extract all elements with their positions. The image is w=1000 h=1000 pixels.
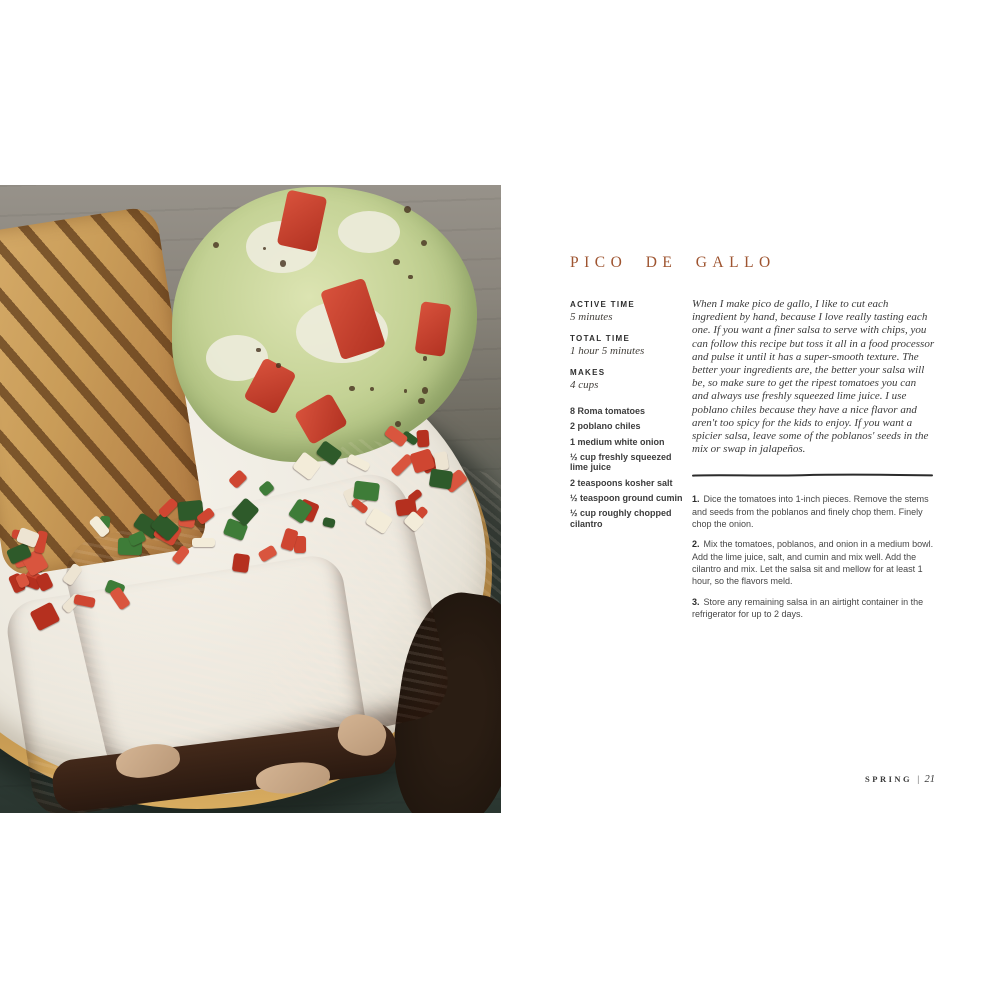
ingredient-item: ½ cup freshly squeezed lime juice: [570, 451, 672, 473]
ingredient-item: 8 Roma tomatoes: [570, 406, 646, 416]
salad-speck: [280, 260, 287, 267]
ingredient-item: 2 teaspoons kosher salt: [570, 477, 673, 488]
salad-speck: [423, 356, 428, 361]
step-1: [692, 493, 935, 530]
step-text: Store any remaining salsa in an airtight container in the refrigerator for up to 2 days.: [692, 596, 924, 619]
salad-speck: [276, 363, 280, 367]
meta-value: 5 minutes: [570, 311, 613, 323]
recipe-meta-sidebar: [570, 300, 690, 402]
recipe-photo: [0, 185, 501, 813]
salad-speck: [395, 421, 401, 427]
footer-page-number: 21: [924, 774, 935, 785]
salsa-chunk: [192, 538, 215, 547]
footer-season: SPRING: [865, 774, 913, 784]
ingredient-item: ½ cup roughly chopped cilantro: [570, 508, 672, 529]
step-number: 3.: [692, 596, 700, 607]
ingredient-item: ½ teaspoon ground cumin: [570, 492, 683, 503]
recipe-body: [692, 298, 935, 628]
salad-dressing-blob: [338, 211, 400, 253]
salsa-chunk: [429, 468, 454, 489]
meta-makes: [570, 368, 690, 391]
ingredient-list: [570, 406, 688, 534]
salad-speck: [422, 387, 428, 393]
footer-separator: |: [917, 774, 920, 784]
ingredient-item: 2 poblano chiles: [570, 421, 641, 432]
page-footer: [692, 769, 935, 787]
meta-label: TOTAL TIME: [570, 334, 631, 343]
meta-value: 1 hour 5 minutes: [570, 345, 645, 357]
salad-speck: [418, 398, 424, 404]
salad-speck: [404, 206, 411, 213]
step-text: Mix the tomatoes, poblanos, and onion in a medium bowl. Add the lime juice, salt, and cumin and mix well. Add the cilantro and mix. Let the salsa sit and mellow for at least 1 hour, so the flavors meld.: [692, 539, 934, 587]
salad-speck: [404, 389, 407, 392]
instruction-steps: [692, 493, 935, 620]
salad-speck: [349, 386, 355, 392]
step-text: Dice the tomatoes into 1-inch pieces. Remove the stems and seeds from the poblanos and finely chop them. Finely chop the onion.: [692, 494, 929, 530]
salsa-chunk: [232, 553, 250, 573]
salsa-chunk: [417, 429, 431, 447]
step-number: 1.: [692, 494, 700, 505]
step-2: [692, 538, 935, 587]
page-title: PICO DE GALLO: [570, 254, 776, 272]
meta-label: MAKES: [570, 368, 606, 377]
meta-active-time: [570, 300, 690, 323]
step-number: 2.: [692, 539, 700, 550]
section-divider-rule: [692, 473, 933, 478]
step-3: [692, 596, 935, 621]
recipe-headnote: When I make pico de gallo, I like to cut each ingredient by hand, because I love really tasting each one. If you want a finer salsa to serve with chips, you can follow this recipe but toss it all in a food processor and pulse it until it has a super-smooth texture. The better your ingredients are, the better your salsa will be, so make sure to get the ripest tomatoes you can and always use freshly squeezed lime juice. I use poblano chiles because they have a nice flavor and aren't too spicy for the kids to enjoy. If you want a spicier salsa, leave some of the poblanos' seeds in the mix or swap in jalapeños.: [692, 298, 935, 456]
meta-total-time: [570, 334, 690, 357]
meta-label: ACTIVE TIME: [570, 300, 635, 309]
meta-value: 4 cups: [570, 379, 599, 391]
ingredient-item: 1 medium white onion: [570, 436, 665, 447]
